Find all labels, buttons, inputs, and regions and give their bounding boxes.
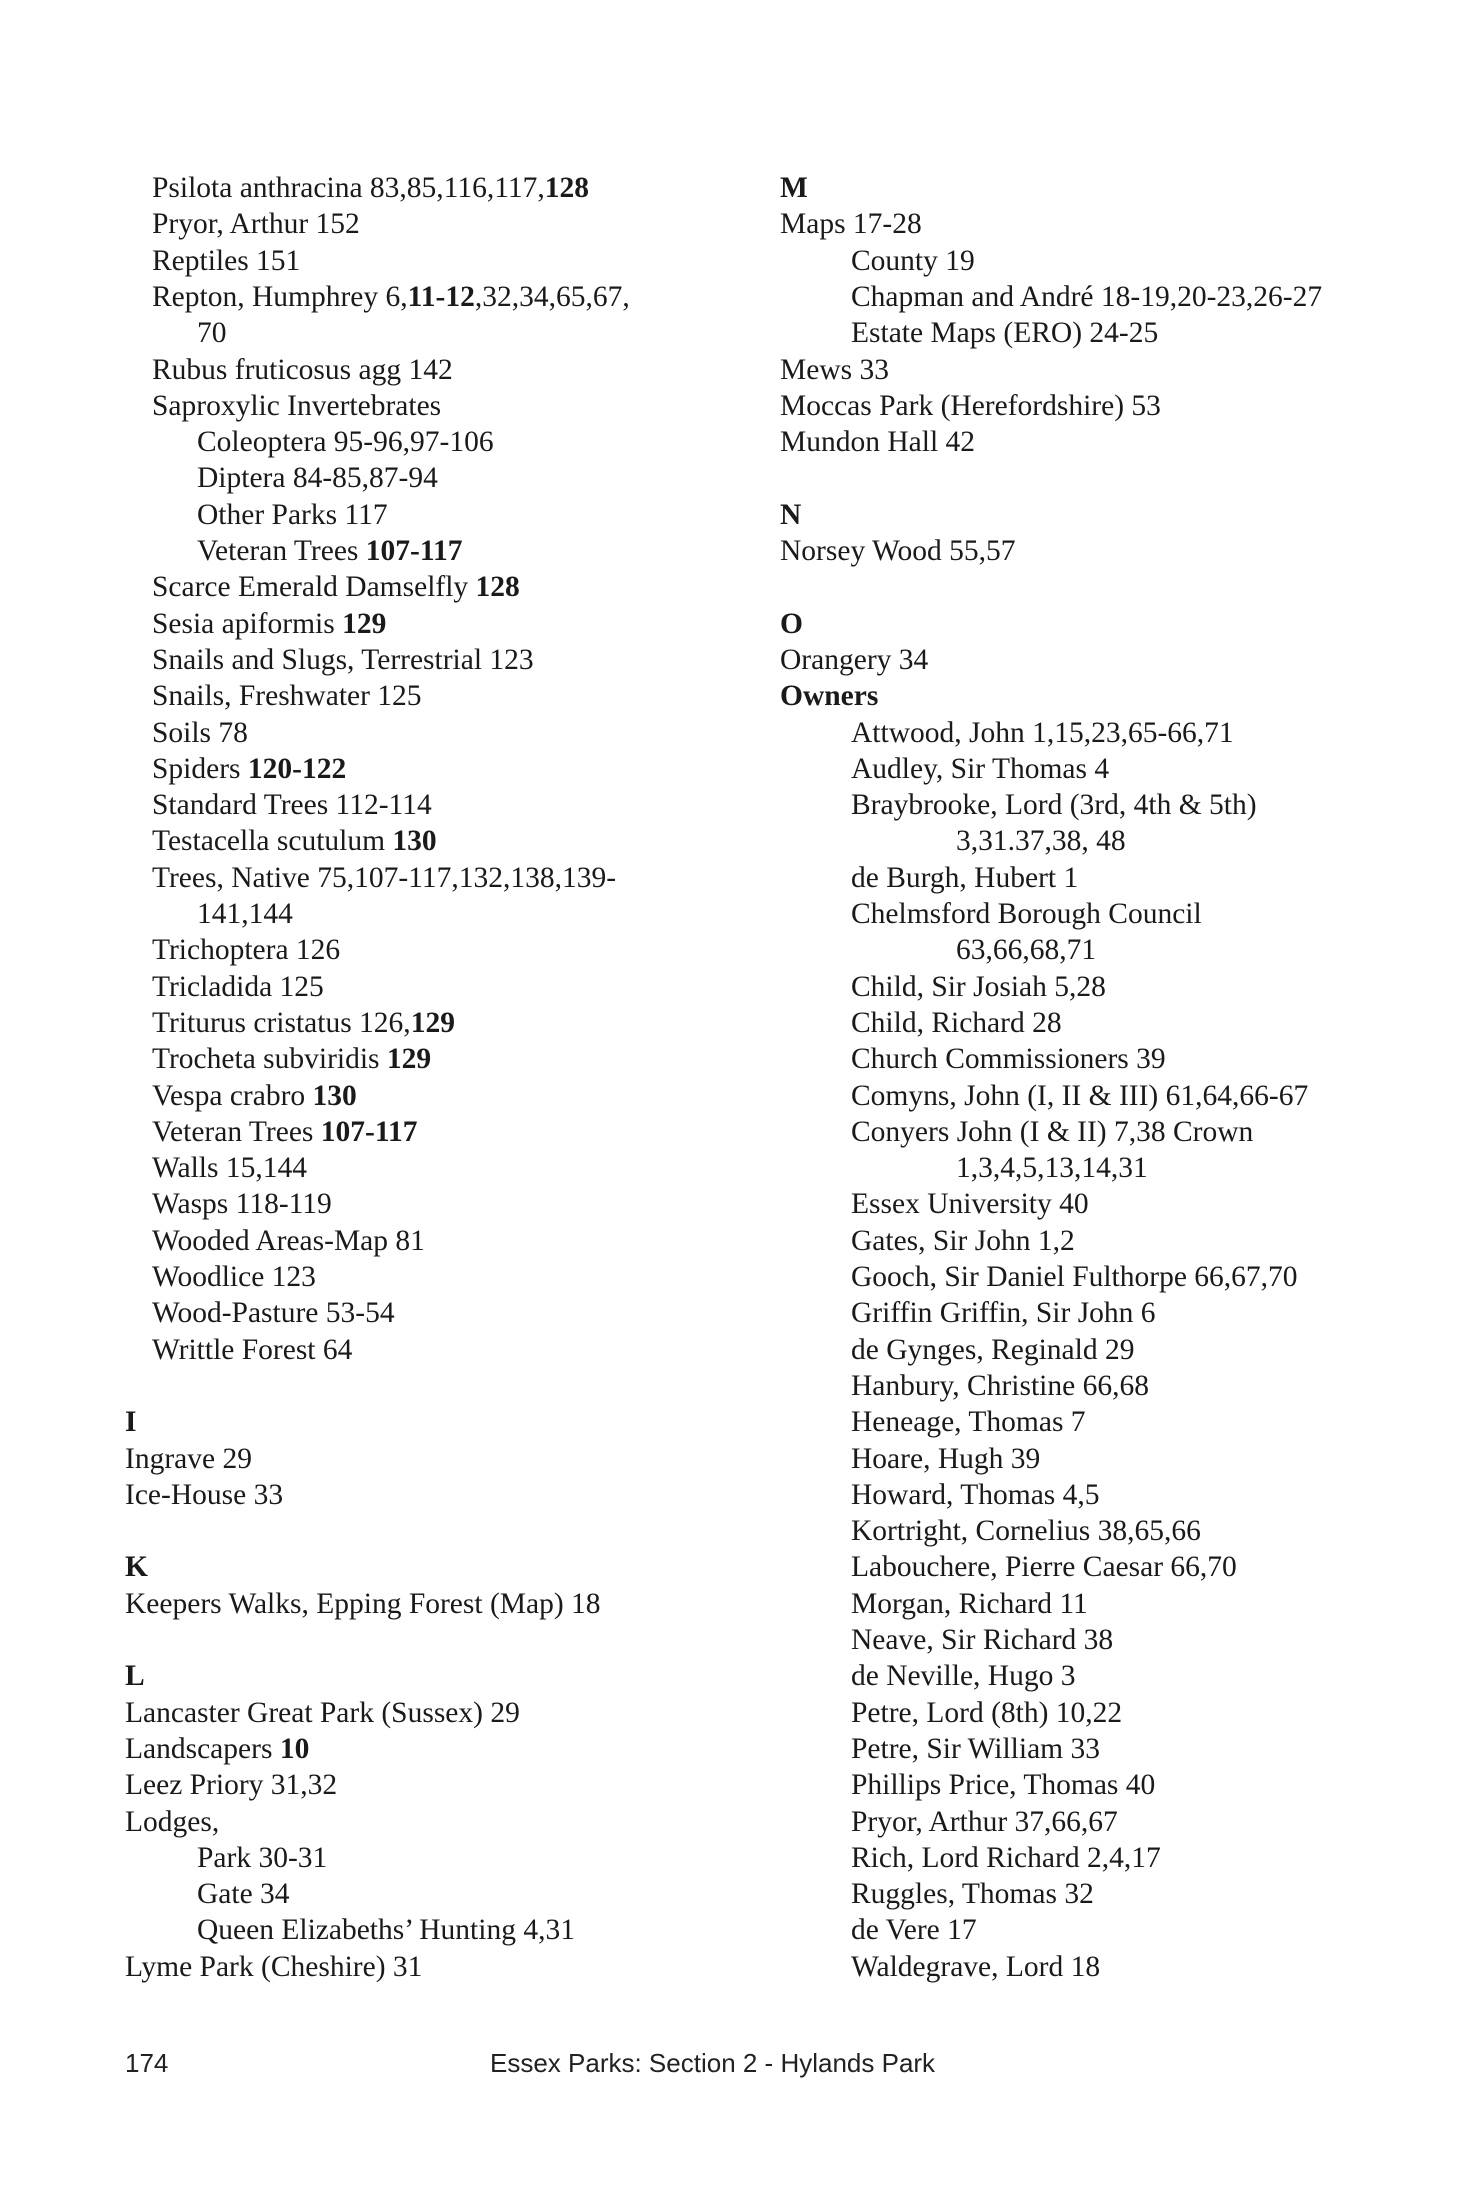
entry-text: Park 30-31 <box>197 1841 328 1874</box>
entry-text: Braybrooke, Lord (3rd, 4th & 5th) <box>851 789 1257 822</box>
index-entry <box>851 243 975 279</box>
index-entry <box>851 1114 1253 1150</box>
entry-text: Rich, Lord Richard 2,4,17 <box>851 1841 1161 1874</box>
index-entry <box>851 1949 1100 1985</box>
index-entry <box>152 1223 425 1259</box>
entry-text: Attwood, John 1,15,23,65-66,71 <box>851 716 1234 749</box>
index-entry <box>197 424 494 460</box>
index-entry <box>152 352 453 388</box>
entry-text: Maps 17-28 <box>780 208 922 241</box>
index-entry <box>851 1549 1237 1585</box>
entry-text: Queen Elizabeths’ Hunting 4,31 <box>197 1914 575 1947</box>
index-entry <box>780 424 975 460</box>
entry-text: 1,3,4,5,13,14,31 <box>956 1152 1148 1185</box>
bold-page-ref: 120-122 <box>247 752 347 785</box>
entry-text: Tricladida 125 <box>152 970 324 1003</box>
index-entry <box>125 1695 520 1731</box>
entry-text: Chapman and André 18-19,20-23,26-27 <box>851 280 1323 313</box>
entry-text: Moccas Park (Herefordshire) 53 <box>780 389 1161 422</box>
entry-text: Lyme Park (Cheshire) 31 <box>125 1950 423 1983</box>
entry-text: Walls 15,144 <box>152 1152 307 1185</box>
entry-text: Ingrave 29 <box>125 1442 252 1475</box>
index-entry <box>956 823 1126 859</box>
index-entry <box>152 1332 352 1368</box>
entry-text: Mews 33 <box>780 353 889 386</box>
entry-text: Other Parks 117 <box>197 498 388 531</box>
index-entry <box>851 1731 1100 1767</box>
entry-text: 3,31.37,38, 48 <box>956 825 1126 858</box>
index-entry <box>152 243 300 279</box>
entry-text: Saproxylic Invertebrates <box>152 389 442 422</box>
index-entry <box>125 1731 309 1767</box>
index-entry <box>851 1840 1161 1876</box>
index-entry <box>851 787 1257 823</box>
entry-text: Kortright, Cornelius 38,65,66 <box>851 1515 1201 1548</box>
index-entry <box>152 678 422 714</box>
entry-text: Spiders <box>152 752 248 785</box>
index-entry <box>152 787 432 823</box>
index-entry <box>851 1622 1113 1658</box>
entry-text: Leez Priory 31,32 <box>125 1769 338 1802</box>
entry-text: Snails, Freshwater 125 <box>152 680 422 713</box>
bold-page-ref: 107-117 <box>320 1115 418 1148</box>
entry-text: Audley, Sir Thomas 4 <box>851 752 1110 785</box>
index-entry <box>851 1078 1308 1114</box>
entry-text: Veteran Trees <box>152 1115 321 1148</box>
entry-text: Wasps 118-119 <box>152 1188 332 1221</box>
index-entry <box>851 1332 1134 1368</box>
index-entry <box>851 969 1106 1005</box>
entry-text: Testacella scutulum <box>152 825 393 858</box>
entry-text: Snails and Slugs, Terrestrial 123 <box>152 643 534 676</box>
entry-text: Wooded Areas-Map 81 <box>152 1224 425 1257</box>
entry-text: Ruggles, Thomas 32 <box>851 1878 1094 1911</box>
index-entry <box>152 606 386 642</box>
index-entry <box>152 823 437 859</box>
entry-text: Orangery 34 <box>780 643 929 676</box>
entry-text: Hoare, Hugh 39 <box>851 1442 1041 1475</box>
entry-text: de Burgh, Hubert 1 <box>851 861 1079 894</box>
index-entry <box>851 1586 1088 1622</box>
entry-text: County 19 <box>851 244 975 277</box>
index-letter-heading <box>780 497 801 533</box>
entry-text: Coleoptera 95-96,97-106 <box>197 426 494 459</box>
entry-text: Trichoptera 126 <box>152 934 341 967</box>
index-entry <box>851 315 1158 351</box>
entry-text: de Gynges, Reginald 29 <box>851 1333 1135 1366</box>
entry-text: Diptera 84-85,87-94 <box>197 462 438 495</box>
entry-text: 63,66,68,71 <box>956 934 1097 967</box>
bold-page-ref: 128 <box>475 571 520 604</box>
entry-text: Rubus fruticosus agg 142 <box>152 353 453 386</box>
index-entry <box>851 751 1109 787</box>
entry-text: Gates, Sir John 1,2 <box>851 1224 1075 1257</box>
index-entry <box>152 569 520 605</box>
entry-text: Hanbury, Christine 66,68 <box>851 1369 1149 1402</box>
index-entry <box>851 1876 1094 1912</box>
index-entry <box>152 388 441 424</box>
bold-page-ref: 11-12 <box>407 280 475 313</box>
entry-text: Scarce Emerald Damselfly <box>152 571 476 604</box>
entry-text: I <box>125 1406 137 1439</box>
entry-text-tail: ,32,34,65,67, <box>474 280 630 313</box>
entry-text: Child, Sir Josiah 5,28 <box>851 970 1106 1003</box>
index-entry <box>197 1912 575 1948</box>
index-letter-heading <box>780 606 803 642</box>
index-entry <box>780 388 1161 424</box>
index-entry <box>152 715 248 751</box>
entry-text: Estate Maps (ERO) 24-25 <box>851 317 1159 350</box>
index-entry <box>851 1259 1298 1295</box>
entry-text: Triturus cristatus 126, <box>152 1006 411 1039</box>
index-entry <box>851 1223 1075 1259</box>
index-entry <box>125 1767 337 1803</box>
index-entry <box>152 1041 431 1077</box>
index-entry <box>152 1150 307 1186</box>
index-letter-heading <box>125 1549 148 1585</box>
entry-text: N <box>780 498 802 531</box>
index-entry <box>152 1186 332 1222</box>
index-letter-heading <box>780 170 808 206</box>
entry-text: Chelmsford Borough Council <box>851 898 1202 930</box>
entry-text: Owners <box>780 680 879 713</box>
entry-text: Norsey Wood 55,57 <box>780 535 1016 567</box>
index-entry <box>851 1804 1118 1840</box>
index-letter-heading <box>125 1658 145 1694</box>
index-entry <box>125 1441 252 1477</box>
index-entry <box>956 1150 1148 1186</box>
entry-text: Repton, Humphrey 6, <box>152 280 408 313</box>
entry-text: Veteran Trees <box>197 535 366 567</box>
index-entry <box>197 1840 327 1876</box>
index-entry <box>851 1767 1155 1803</box>
index-entry <box>780 206 922 242</box>
entry-text: Neave, Sir Richard 38 <box>851 1624 1114 1656</box>
entry-text: Reptiles 151 <box>152 244 301 277</box>
index-entry <box>956 932 1096 968</box>
index-entry <box>152 1259 316 1295</box>
bold-page-ref: 129 <box>342 607 387 640</box>
index-entry <box>152 751 346 787</box>
entry-text: M <box>780 172 808 204</box>
index-entry <box>851 1368 1149 1404</box>
entry-text: Wood-Pasture 53-54 <box>152 1297 395 1330</box>
bold-page-ref: 129 <box>410 1006 455 1039</box>
entry-text: Writtle Forest 64 <box>152 1333 353 1366</box>
entry-text: Standard Trees 112-114 <box>152 789 432 822</box>
entry-text: Pryor, Arthur 37,66,67 <box>851 1805 1118 1838</box>
bold-page-ref: 130 <box>392 825 437 858</box>
entry-text: Trees, Native 75,107-117,132,138,139- <box>152 861 617 894</box>
entry-text: Labouchere, Pierre Caesar 66,70 <box>851 1551 1237 1584</box>
index-entry <box>851 1186 1089 1222</box>
index-entry <box>152 1114 417 1150</box>
index-entry <box>125 1477 283 1513</box>
index-entry <box>152 1005 455 1041</box>
entry-text: Petre, Sir William 33 <box>851 1732 1100 1765</box>
index-entry <box>197 315 227 351</box>
entry-text: Gooch, Sir Daniel Fulthorpe 66,67,70 <box>851 1261 1298 1293</box>
entry-text: Gate 34 <box>197 1878 290 1911</box>
index-entry <box>851 1513 1201 1549</box>
entry-text: Lancaster Great Park (Sussex) 29 <box>125 1696 520 1729</box>
bold-page-ref: 128 <box>544 172 589 204</box>
index-entry <box>152 1078 357 1114</box>
index-entry <box>152 932 340 968</box>
index-letter-heading <box>780 678 878 714</box>
index-entry <box>197 1876 290 1912</box>
entry-text: Heneage, Thomas 7 <box>851 1406 1086 1439</box>
index-entry <box>152 860 616 896</box>
index-entry <box>851 896 1202 932</box>
index-entry <box>780 352 889 388</box>
index-entry <box>851 279 1322 315</box>
index-letter-heading <box>125 1404 136 1440</box>
index-entry <box>851 1477 1100 1513</box>
index-entry <box>851 1695 1122 1731</box>
entry-text: Sesia apiformis <box>152 607 343 640</box>
entry-text: Petre, Lord (8th) 10,22 <box>851 1696 1123 1729</box>
running-title: Essex Parks: Section 2 - Hylands Park <box>490 2048 936 2078</box>
index-entry <box>152 170 589 206</box>
index-entry <box>851 860 1078 896</box>
entry-text: Psilota anthracina 83,85,116,117, <box>152 172 545 204</box>
index-entry <box>125 1804 219 1840</box>
index-entry <box>152 642 534 678</box>
index-entry <box>152 206 360 242</box>
index-entry <box>152 1295 395 1331</box>
entry-text: 70 <box>197 317 227 350</box>
entry-text: de Neville, Hugo 3 <box>851 1660 1076 1693</box>
entry-text: Phillips Price, Thomas 40 <box>851 1769 1156 1802</box>
entry-text: Lodges, <box>125 1805 220 1838</box>
entry-text: Comyns, John (I, II & III) 61,64,66-67 <box>851 1079 1309 1112</box>
page-number: 174 <box>125 2048 169 2078</box>
index-entry <box>851 1404 1086 1440</box>
entry-text: Church Commissioners 39 <box>851 1043 1166 1076</box>
entry-text: Howard, Thomas 4,5 <box>851 1478 1100 1511</box>
entry-text: de Vere 17 <box>851 1914 977 1947</box>
entry-text: L <box>125 1660 145 1693</box>
bold-page-ref: 107-117 <box>365 535 463 567</box>
index-entry <box>851 1041 1166 1077</box>
entry-text: Waldegrave, Lord 18 <box>851 1950 1101 1983</box>
index-entry <box>197 533 462 569</box>
index-entry <box>780 642 928 678</box>
bold-page-ref: 129 <box>386 1043 432 1076</box>
entry-text: Griffin Griffin, Sir John 6 <box>851 1297 1156 1330</box>
index-entry <box>125 1586 601 1622</box>
entry-text: Essex University 40 <box>851 1188 1089 1221</box>
entry-text: Child, Richard 28 <box>851 1006 1062 1039</box>
entry-text: Conyers John (I & II) 7,38 Crown <box>851 1115 1254 1148</box>
index-entry <box>197 460 438 496</box>
entry-text: Pryor, Arthur 152 <box>152 208 360 241</box>
bold-page-ref: 130 <box>312 1079 357 1112</box>
entry-text: 141,144 <box>197 898 293 930</box>
index-entry <box>851 1912 977 1948</box>
index-entry <box>780 533 1016 569</box>
index-entry <box>851 715 1234 751</box>
index-entry <box>851 1441 1040 1477</box>
entry-text: O <box>780 607 803 640</box>
index-entry <box>197 896 293 932</box>
index-entry <box>851 1005 1062 1041</box>
entry-text: Keepers Walks, Epping Forest (Map) 18 <box>125 1587 601 1620</box>
entry-text: Woodlice 123 <box>152 1261 316 1293</box>
entry-text: Mundon Hall 42 <box>780 426 976 459</box>
entry-text: Trocheta subviridis <box>152 1043 387 1076</box>
entry-text: K <box>125 1551 148 1584</box>
entry-text: Landscapers <box>125 1732 280 1765</box>
index-entry <box>197 497 388 533</box>
entry-text: Vespa crabro <box>152 1079 313 1112</box>
entry-text: Soils 78 <box>152 716 248 749</box>
entry-text: Morgan, Richard 11 <box>851 1587 1088 1620</box>
index-entry <box>851 1658 1075 1694</box>
entry-text: Ice-House 33 <box>125 1478 284 1511</box>
index-entry <box>851 1295 1156 1331</box>
index-entry <box>152 279 630 315</box>
index-entry <box>152 969 324 1005</box>
index-entry <box>125 1949 422 1985</box>
bold-page-ref: 10 <box>279 1732 310 1765</box>
